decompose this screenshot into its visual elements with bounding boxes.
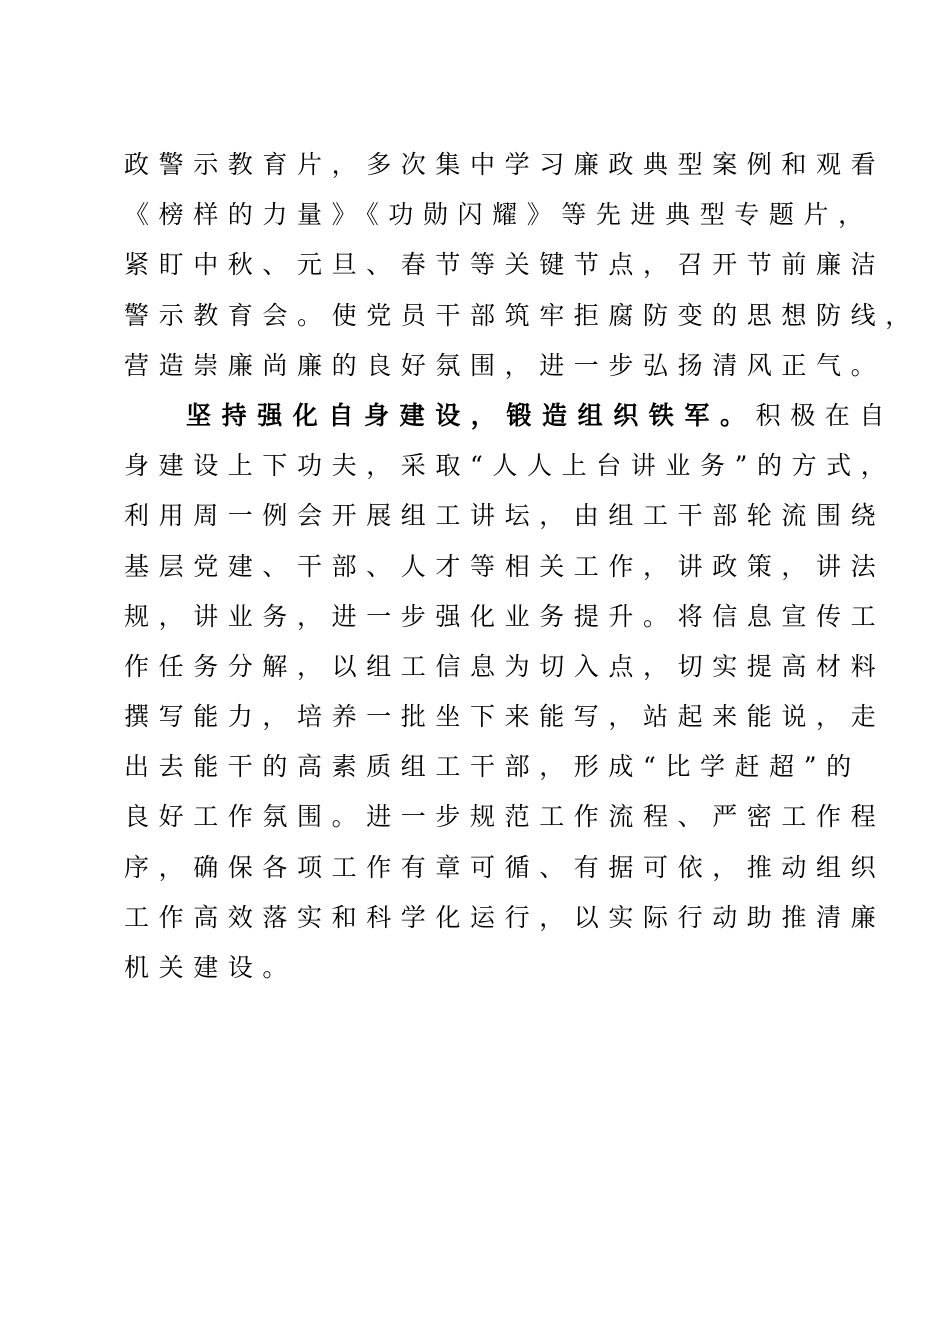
paragraph-line: 出去能干的高素质组工干部，形成“比学赶超”的: [124, 752, 861, 782]
paragraph-lead-heading: 坚持强化自身建设，锻造组织铁军。: [186, 400, 756, 430]
paragraph-2: [124, 391, 896, 993]
paragraph-line: 警示教育会。使党员干部筑牢拒腐防变的思想防线，: [124, 300, 920, 330]
paragraph-line: 撰写能力，培养一批坐下来能写，站起来能说，走: [124, 702, 886, 732]
paragraph-line: 工作高效落实和科学化运行，以实际行动助推清廉: [124, 902, 886, 932]
paragraph-line: 利用周一例会开展组工讲坛，由组工干部轮流围绕: [124, 501, 886, 531]
paragraph-line: 营造崇廉尚廉的良好氛围，进一步弘扬清风正气。: [124, 350, 886, 380]
paragraph-line: 良好工作氛围。进一步规范工作流程、严密工作程: [124, 802, 886, 832]
paragraph-first-line-rest: 积极在自: [755, 400, 895, 430]
paragraph-first-line: [124, 391, 895, 441]
paragraph-line: 身建设上下功夫，采取“人人上台讲业务”的方式，: [124, 451, 896, 481]
paragraph-line: 政警示教育片，多次集中学习廉政典型案例和观看: [124, 150, 886, 179]
paragraph-line: 《榜样的力量》《功勋闪耀》等先进典型专题片，: [124, 200, 873, 230]
paragraph-line: 紧盯中秋、元旦、春节等关键节点，召开节前廉洁: [124, 250, 886, 280]
paragraph-line: 序，确保各项工作有章可循、有据可依，推动组织: [124, 852, 886, 882]
paragraph-line: 规，讲业务，进一步强化业务提升。将信息宣传工: [124, 601, 886, 631]
paragraph-line: 作任务分解，以组工信息为切入点，切实提高材料: [124, 651, 886, 681]
paragraph-line: 基层党建、干部、人才等相关工作，讲政策，讲法: [124, 551, 886, 581]
document-body: [124, 140, 920, 993]
paragraph-1: [124, 140, 920, 391]
paragraph-line: 机关建设。: [124, 953, 298, 982]
